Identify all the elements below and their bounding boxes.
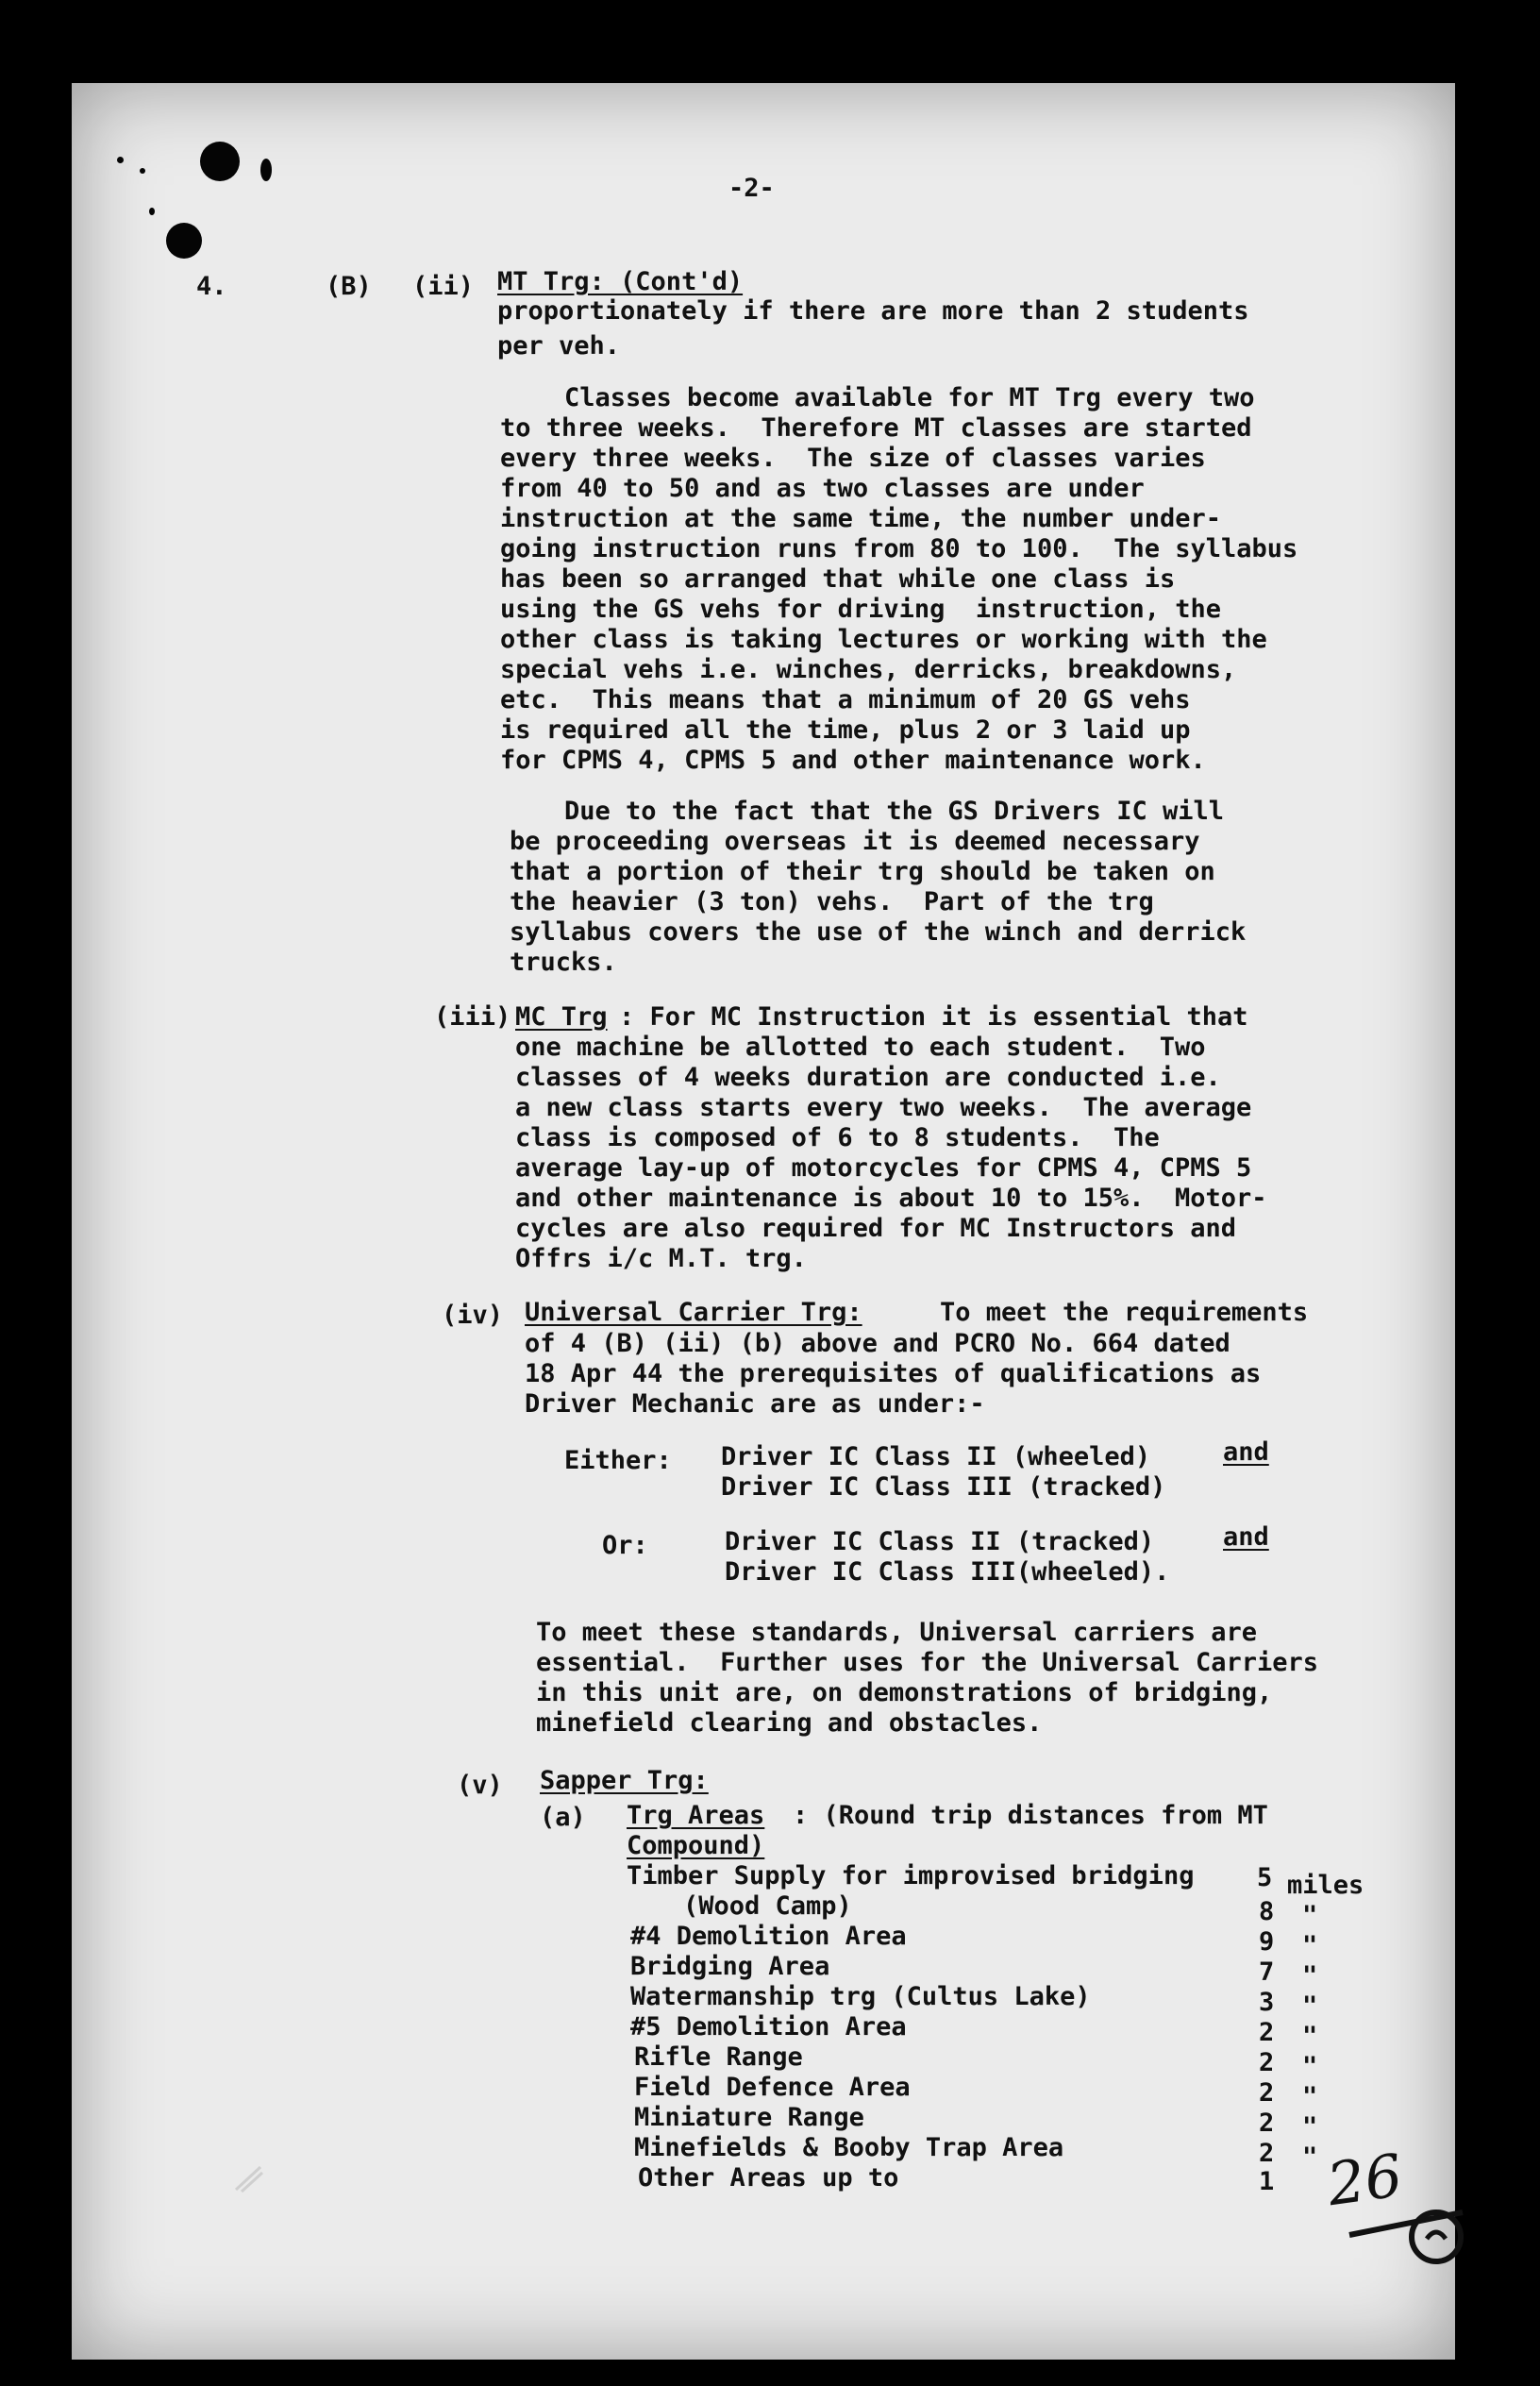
text-line: be proceeding overseas it is deemed necessary — [510, 827, 1200, 856]
text-line: 2 — [1259, 2109, 1275, 2138]
text-line: To meet these standards, Universal carriers are — [536, 1618, 1258, 1647]
text-line: Or: — [602, 1531, 648, 1560]
text-line: Sapper Trg: — [540, 1766, 709, 1795]
text-line: 3 — [1259, 1988, 1275, 2017]
text-line: #4 Demolition Area — [630, 1922, 907, 1951]
text-line: To meet the requirements — [940, 1298, 1309, 1327]
text-line: Rifle Range — [634, 2042, 803, 2072]
text-line: a new class starts every two weeks. The average — [515, 1093, 1252, 1122]
text-line: in this unit are, on demonstrations of bridging, — [536, 1678, 1273, 1707]
ink-blot — [200, 142, 240, 181]
text-line: " — [1302, 1961, 1318, 1991]
text-line: Classes become available for MT Trg every two — [564, 383, 1255, 412]
text-line: " — [1302, 2082, 1318, 2111]
text-line: Driver IC Class II (tracked) — [725, 1527, 1155, 1556]
text-line: 2 — [1259, 2018, 1275, 2047]
ink-blot — [140, 168, 145, 174]
text-line: 18 Apr 44 the prerequisites of qualifications as — [525, 1359, 1262, 1388]
ink-blot — [117, 157, 124, 163]
text-line: Driver IC Class III (tracked) — [721, 1472, 1166, 1502]
text-line: other class is taking lectures or working with the — [500, 625, 1267, 654]
text-line: Minefields & Booby Trap Area — [634, 2133, 1064, 2162]
text-line: is required all the time, plus 2 or 3 laid up — [500, 715, 1191, 745]
handwritten-folio-number: 26 — [1323, 2140, 1407, 2220]
text-line: MT Trg: (Cont'd) — [497, 267, 744, 296]
text-line: : (Round trip distances from MT — [793, 1801, 1268, 1830]
ink-blot — [166, 223, 202, 259]
text-line: and — [1223, 1437, 1269, 1467]
text-line: that a portion of their trg should be taken on — [510, 857, 1215, 886]
text-line: (iv) — [442, 1301, 504, 1330]
text-line: (B) — [326, 272, 372, 301]
text-line: : For MC Instruction it is essential that — [619, 1002, 1248, 1032]
text-line: " — [1302, 1931, 1318, 1960]
text-line: Miniature Range — [634, 2103, 864, 2132]
text-line: " — [1302, 2112, 1318, 2142]
text-line: 8 — [1259, 1897, 1275, 1926]
ink-blot — [260, 159, 272, 181]
text-line: special vehs i.e. winches, derricks, breakdowns, — [500, 655, 1237, 684]
text-line: Either: — [564, 1446, 672, 1475]
page-number: -2- — [728, 174, 775, 203]
text-line: Bridging Area — [630, 1952, 830, 1981]
text-line: Driver Mechanic are as under:- — [525, 1389, 985, 1419]
text-line: 5 — [1257, 1863, 1273, 1892]
text-line: Watermanship trg (Cultus Lake) — [630, 1982, 1091, 2011]
text-line: cycles are also required for MC Instructors and — [515, 1214, 1237, 1243]
text-line: Timber Supply for improvised bridging — [627, 1861, 1195, 1890]
text-line: Trg Areas — [627, 1801, 765, 1830]
text-line: one machine be allotted to each student. Two — [515, 1033, 1206, 1062]
text-line: every three weeks. The size of classes varies — [500, 444, 1206, 473]
text-line: 2 — [1259, 2078, 1275, 2108]
text-line: per veh. — [497, 331, 621, 361]
text-line: and other maintenance is about 10 to 15%. Motor- — [515, 1184, 1267, 1213]
text-line: 1 — [1259, 2167, 1275, 2196]
ink-blot — [149, 208, 155, 215]
text-line: etc. This means that a minimum of 20 GS vehs — [500, 685, 1191, 714]
text-line: (ii) — [412, 272, 475, 301]
text-line: instruction at the same time, the number under- — [500, 504, 1222, 533]
text-line: (iii) — [434, 1002, 511, 1032]
text-line: and — [1223, 1522, 1269, 1552]
text-line: Driver IC Class III(wheeled). — [725, 1557, 1170, 1587]
text-line: (a) — [540, 1803, 586, 1832]
text-line: going instruction runs from 80 to 100. The syllabus — [500, 534, 1298, 563]
text-line: 4. — [196, 272, 227, 301]
text-line: Due to the fact that the GS Drivers IC will — [564, 797, 1224, 826]
text-line: Offrs i/c M.T. trg. — [515, 1244, 807, 1273]
text-line: Field Defence Area — [634, 2073, 911, 2102]
text-line: syllabus covers the use of the winch and derrick — [510, 917, 1247, 947]
text-line: average lay-up of motorcycles for CPMS 4, CPMS 5 — [515, 1153, 1252, 1183]
scratch-mark — [232, 2161, 266, 2195]
text-line: 2 — [1259, 2048, 1275, 2077]
text-line: for CPMS 4, CPMS 5 and other maintenance work. — [500, 746, 1206, 775]
text-line: the heavier (3 ton) vehs. Part of the trg — [510, 887, 1154, 916]
text-line: (v) — [457, 1771, 503, 1800]
text-line: essential. Further uses for the Universal Carriers — [536, 1648, 1319, 1677]
text-line: " — [1302, 2052, 1318, 2081]
text-line: class is composed of 6 to 8 students. The — [515, 1123, 1160, 1152]
text-line: Other Areas up to — [638, 2163, 899, 2193]
text-line: proportionately if there are more than 2 students — [497, 296, 1249, 326]
text-line: Universal Carrier Trg: — [525, 1298, 862, 1327]
text-line: minefield clearing and obstacles. — [536, 1708, 1043, 1738]
text-line: to three weeks. Therefore MT classes are started — [500, 413, 1252, 443]
text-line: MC Trg — [515, 1002, 608, 1032]
text-line: miles — [1287, 1871, 1364, 1900]
text-line: " — [1302, 2142, 1318, 2172]
text-line: from 40 to 50 and as two classes are under — [500, 474, 1145, 503]
text-line: classes of 4 weeks duration are conducted i.e. — [515, 1063, 1221, 1092]
text-line: 7 — [1259, 1958, 1275, 1987]
text-line: using the GS vehs for driving instruction, the — [500, 595, 1222, 624]
text-line: Driver IC Class II (wheeled) — [721, 1442, 1151, 1471]
text-line: of 4 (B) (ii) (b) above and PCRO No. 664 dated — [525, 1329, 1230, 1358]
text-line: " — [1302, 1991, 1318, 2021]
text-line: " — [1302, 2022, 1318, 2051]
text-line: #5 Demolition Area — [630, 2012, 907, 2042]
text-line: (Wood Camp) — [683, 1891, 852, 1921]
text-line: 2 — [1259, 2139, 1275, 2168]
margin-note — [1312, 2131, 1472, 2282]
text-line: 9 — [1259, 1927, 1275, 1957]
text-line: " — [1302, 1901, 1318, 1930]
text-line: Compound) — [627, 1831, 765, 1860]
text-line: has been so arranged that while one class is — [500, 564, 1176, 594]
text-line: trucks. — [510, 948, 617, 977]
